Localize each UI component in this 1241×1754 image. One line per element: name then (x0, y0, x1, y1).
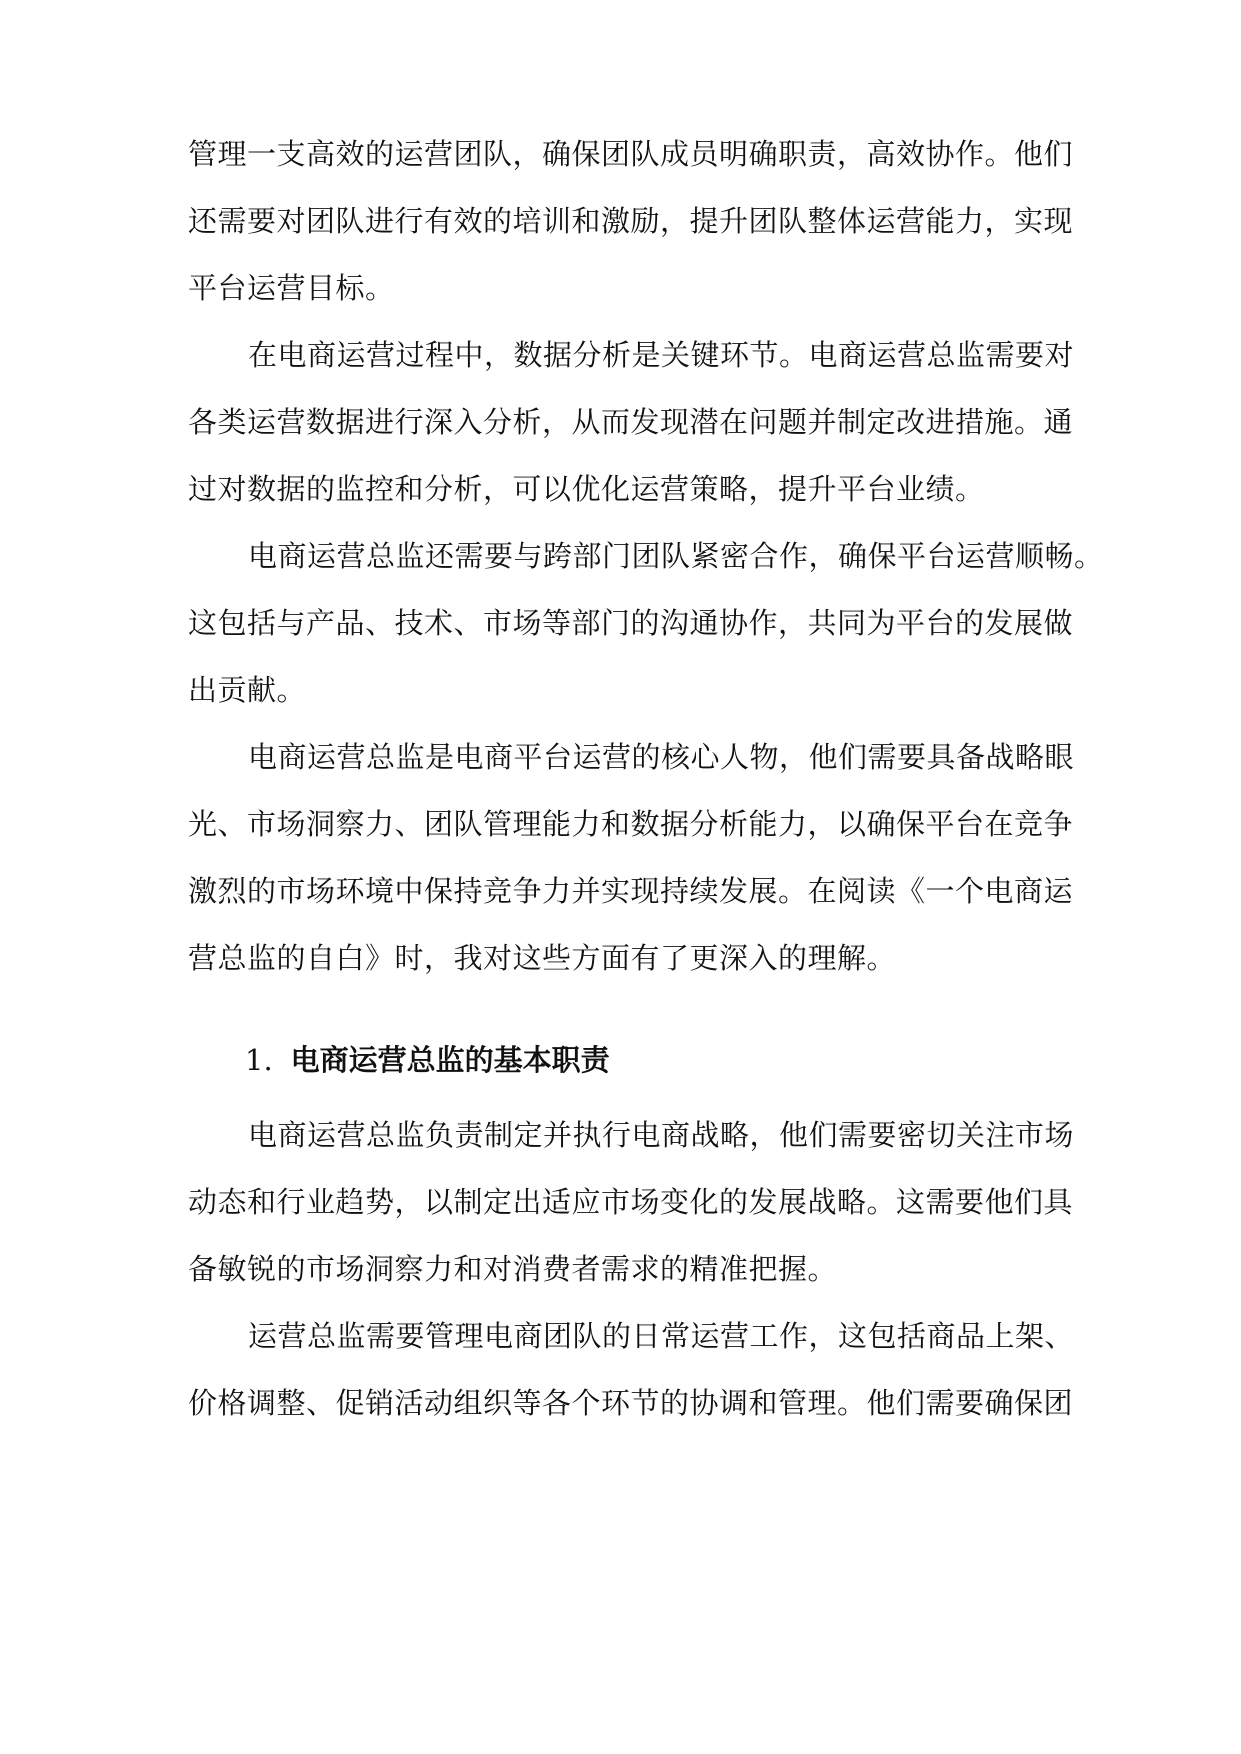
paragraph-5-line-3: 备敏锐的市场洞察力和对消费者需求的精准把握。 (188, 1252, 838, 1286)
paragraph-5-line-1: 电商运营总监负责制定并执行电商战略，他们需要密切关注市场 (248, 1118, 1075, 1152)
paragraph-4-line-4: 营总监的自白》时，我对这些方面有了更深入的理解。 (188, 941, 897, 975)
paragraph-2-line-3: 过对数据的监控和分析，可以优化运营策略，提升平台业绩。 (188, 472, 985, 506)
paragraph-4-line-3: 激烈的市场环境中保持竞争力并实现持续发展。在阅读《一个电商运 (188, 874, 1074, 908)
section-heading-number: 1. (245, 1043, 273, 1077)
paragraph-3-line-1: 电商运营总监还需要与跨部门团队紧密合作，确保平台运营顺畅。 (248, 539, 1104, 573)
paragraph-1-line-1: 管理一支高效的运营团队，确保团队成员明确职责，高效协作。他们 (188, 137, 1074, 171)
paragraph-3-line-2: 这包括与产品、技术、市场等部门的沟通协作，共同为平台的发展做 (188, 606, 1074, 640)
paragraph-3-line-3: 出贡献。 (188, 673, 307, 707)
section-heading (245, 1040, 610, 1080)
paragraph-2-line-1: 在电商运营过程中，数据分析是关键环节。电商运营总监需要对 (248, 338, 1075, 372)
section-heading-title: 电商运营总监的基本职责 (290, 1043, 610, 1077)
paragraph-4-line-1: 电商运营总监是电商平台运营的核心人物，他们需要具备战略眼 (248, 740, 1075, 774)
paragraph-5-line-2: 动态和行业趋势，以制定出适应市场变化的发展战略。这需要他们具 (188, 1185, 1074, 1219)
paragraph-2-line-2: 各类运营数据进行深入分析，从而发现潜在问题并制定改进措施。通 (188, 405, 1074, 439)
paragraph-1-line-3: 平台运营目标。 (188, 271, 395, 305)
paragraph-6-line-1: 运营总监需要管理电商团队的日常运营工作，这包括商品上架、 (248, 1319, 1075, 1353)
paragraph-4-line-2: 光、市场洞察力、团队管理能力和数据分析能力，以确保平台在竞争 (188, 807, 1074, 841)
paragraph-1-line-2: 还需要对团队进行有效的培训和激励，提升团队整体运营能力，实现 (188, 204, 1074, 238)
paragraph-6-line-2: 价格调整、促销活动组织等各个环节的协调和管理。他们需要确保团 (188, 1386, 1074, 1420)
